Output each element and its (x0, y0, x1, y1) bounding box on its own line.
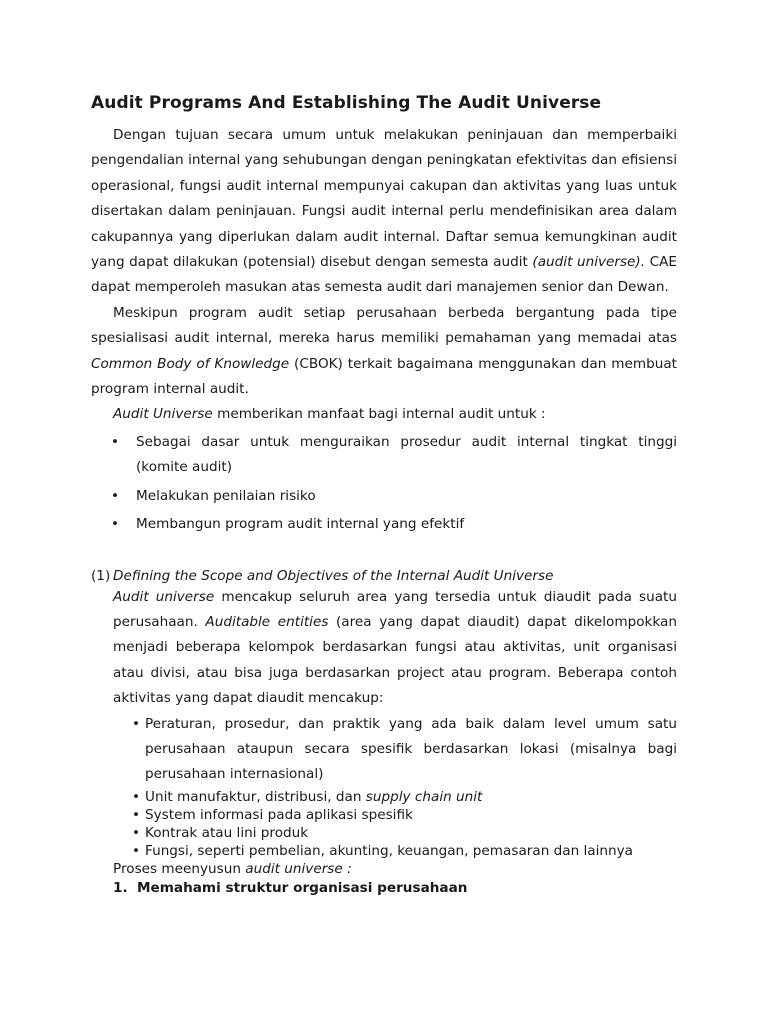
list-item: • Kontrak atau lini produk (113, 824, 677, 842)
list-item-text: Unit manufaktur, distribusi, dan (145, 788, 366, 805)
list-item: • System informasi pada aplikasi spesifik (113, 806, 677, 824)
document-title: Audit Programs And Establishing The Audit Universe (91, 93, 602, 113)
benefits-term: Audit Universe (113, 406, 213, 423)
paragraph-program-text-end: (CBOK) terkait bagaimana menggunakan dan membuat program internal audit. (91, 355, 677, 398)
term-auditable-entities: Auditable entities (205, 613, 329, 630)
paragraph-program-text: Meskipun program audit setiap perusahaan berbeda bergantung pada tipe spesialisasi audit internal, mereka harus memiliki pemahaman yang memadai atas (91, 304, 677, 347)
step-text: Memahami struktur organisasi perusahaan (137, 879, 468, 896)
section-number: (1) (91, 567, 111, 584)
list-item: • Peraturan, prosedur, dan praktik yang ada baik dalam level umum satu perusahaan ataupun secara spesifik berdasarkan lokasi (misalnya bagi perusahaan internasional) (113, 712, 677, 788)
section-body (113, 585, 677, 878)
numbered-step (113, 879, 677, 897)
section-heading (91, 567, 677, 585)
paragraph-benefits-intro (91, 402, 677, 427)
examples-list (113, 712, 677, 860)
list-item: • Fungsi, seperti pembelian, akunting, keuangan, pemasaran dan lainnya (113, 842, 677, 860)
process-intro (113, 860, 677, 878)
list-item-term: supply chain unit (365, 788, 483, 805)
list-item: • Melakukan penilaian risiko (91, 484, 677, 509)
paragraph-intro-text: Dengan tujuan secara umum untuk melakukan peninjauan dan memperbaiki pengendalian internal yang sehubungan dengan peningkatan efektivitas dan efisiensi operasional, fungsi audit internal mempunyai cakupan dan aktivitas yang luas untuk disertakan dalam peninjauan. Fungsi audit internal perlu mendefinisikan area dalam cakupannya yang diperlukan dalam audit internal. Daftar semua kemungkinan audit yang dapat dilakukan (potensial) disebut dengan semesta audit (91, 127, 677, 271)
section-paragraph-text: mencakup seluruh area yang tersedia untuk diaudit pada suatu perusahaan. (113, 588, 677, 630)
term-audit-universe: Audit universe (113, 588, 215, 605)
process-intro-text: Proses meenyusun (113, 860, 246, 877)
list-item (113, 788, 677, 806)
step-number: 1. (113, 879, 128, 896)
benefits-list (91, 430, 677, 538)
document-page (91, 92, 677, 897)
paragraph-intro-term: (audit universe). (532, 254, 646, 271)
list-item: • Membangun program audit internal yang efektif (91, 512, 677, 537)
paragraph-intro-text-end: CAE dapat memperoleh masukan atas semesta audit dari manajemen senior dan Dewan. (91, 254, 677, 296)
paragraph-intro (91, 123, 677, 301)
process-intro-term: audit universe : (245, 860, 352, 877)
benefits-intro-text: memberikan manfaat bagi internal audit untuk : (212, 406, 546, 423)
paragraph-program (91, 301, 677, 403)
paragraph-program-term: Common Body of Knowledge (91, 355, 290, 372)
section-paragraph (113, 585, 677, 712)
section-title: Defining the Scope and Objectives of the Internal Audit Universe (113, 567, 554, 584)
list-item: • Sebagai dasar untuk menguraikan prosedur audit internal tingkat tinggi (komite audit) (91, 430, 677, 481)
section-paragraph-text-end: (area yang dapat diaudit) dapat dikelompokkan menjadi beberapa kelompok berdasarkan fungsi atau aktivitas, unit organisasi atau divisi, atau bisa juga berdasarkan project atau program. Beberapa contoh aktivitas yang dapat diaudit mencakup: (113, 613, 677, 707)
